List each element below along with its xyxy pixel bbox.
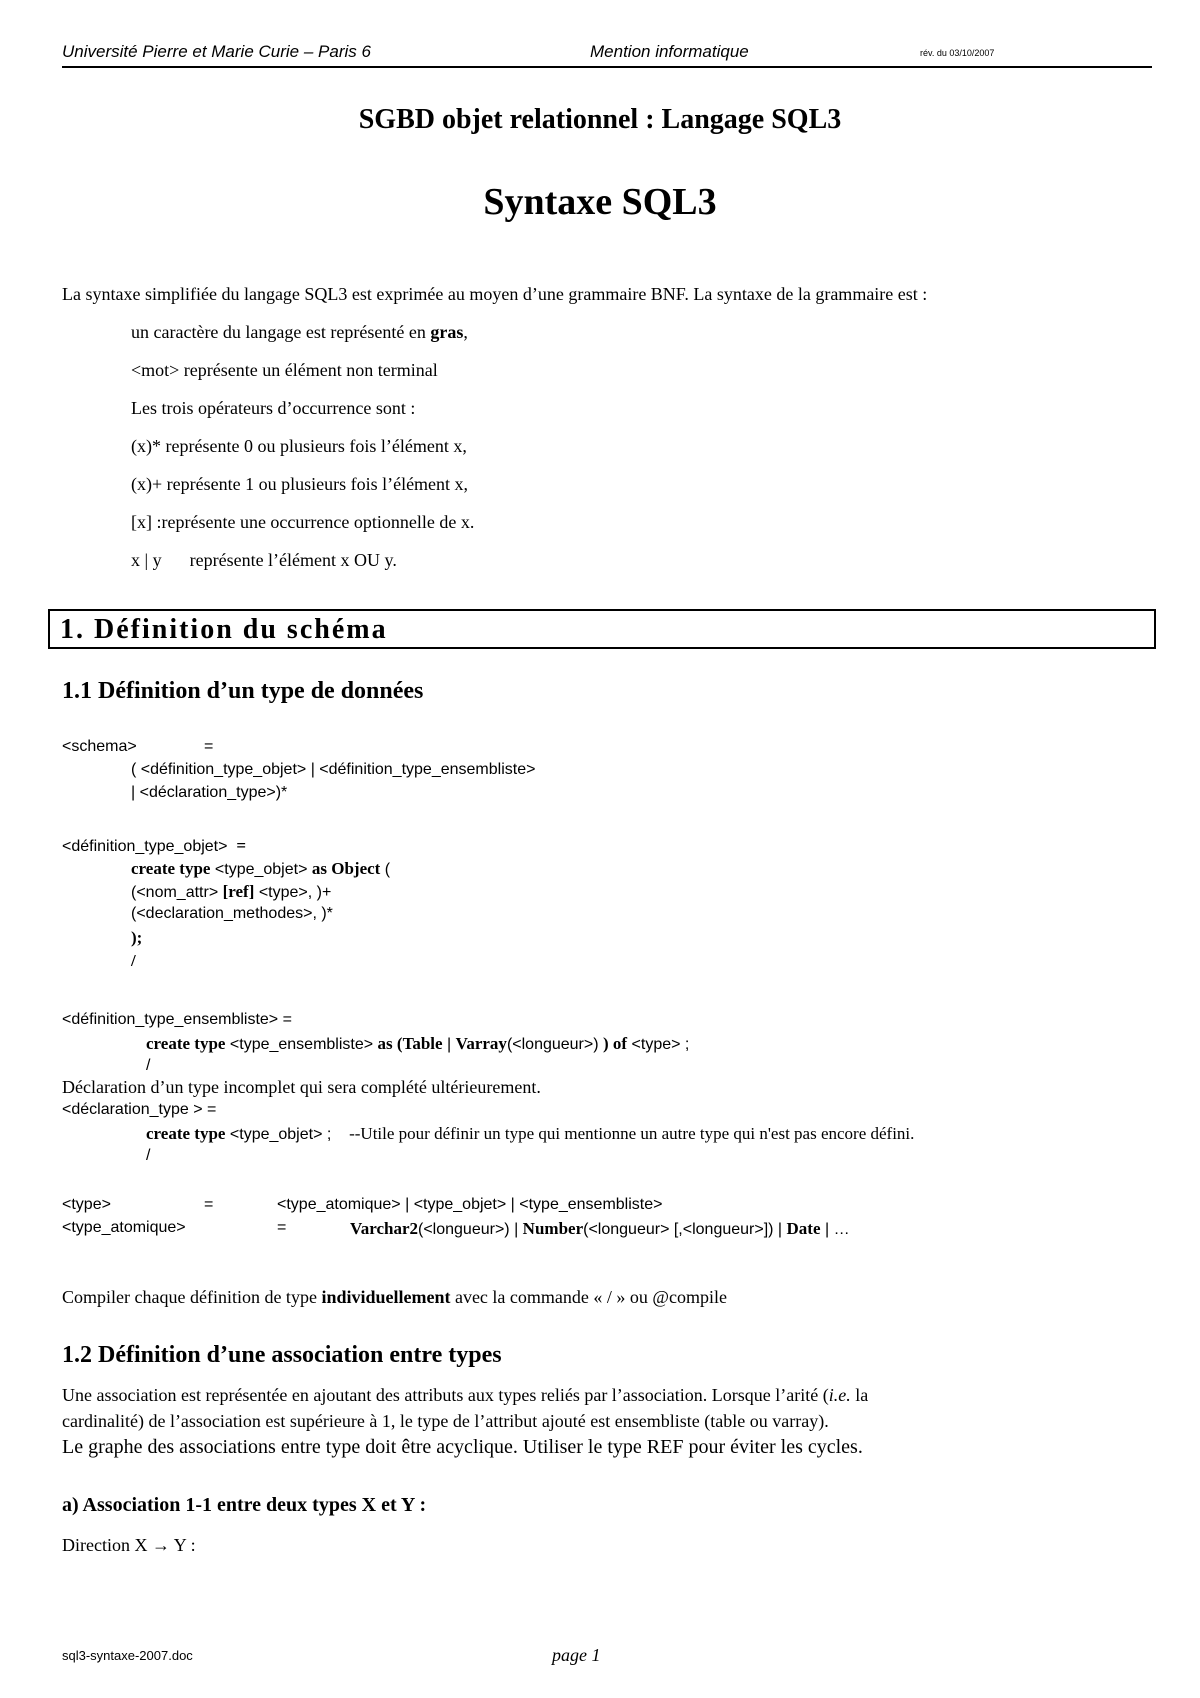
association-1-1-title: a) Association 1-1 entre deux types X et Y : — [62, 1494, 427, 1516]
grammar-declaration-slash: / — [146, 1147, 151, 1164]
grammar-schema-eq: = — [204, 738, 214, 755]
grammar-atomique-eq: = — [277, 1219, 287, 1236]
assoc-paragraph-line-1: Une association est représentée en ajoutant des attributs aux types reliés par l’association. Lorsque l’arité (i.e. la — [62, 1385, 869, 1405]
grammar-type-objet-methods: (<declaration_methodes>, )* — [131, 905, 333, 922]
header-mention: Mention informatique — [590, 42, 749, 61]
grammar-type-objet-slash: / — [131, 951, 136, 970]
grammar-type-ensembliste-head: <définition_type_ensembliste> = — [62, 1011, 292, 1028]
header-university: Université Pierre et Marie Curie – Paris 6 — [62, 42, 371, 61]
grammar-atomique-body: Varchar2(<longueur>) | Number(<longueur> [,<longueur>]) | Date | … — [350, 1219, 850, 1238]
intro-lead: La syntaxe simplifiée du langage SQL3 est exprimée au moyen d’une grammaire BNF. La syntaxe de la grammaire est : — [62, 284, 928, 304]
grammar-type-objet-close: ); — [131, 928, 143, 947]
intro-optional-operator: [x] :représente une occurrence optionnelle de x. — [131, 512, 475, 532]
grammar-schema-line-2: | <déclaration_type>)* — [131, 784, 288, 801]
grammar-type-body: <type_atomique> | <type_objet> | <type_ensembliste> — [277, 1196, 663, 1213]
document-subtitle: Syntaxe SQL3 — [483, 181, 717, 223]
grammar-type-eq: = — [204, 1196, 214, 1213]
section-1-title: 1. Définition du schéma — [60, 614, 388, 645]
grammar-declaration-create: create type <type_objet> ; --Utile pour définir un type qui mentionne un autre type qui n'est pas encore défini. — [146, 1124, 915, 1143]
assoc-paragraph-line-3: Le graphe des associations entre type doit être acyclique. Utiliser le type REF pour éviter les cycles. — [62, 1436, 863, 1458]
section-1-heading-box — [48, 609, 1156, 649]
assoc-paragraph-line-2: cardinalité) de l’association est supérieure à 1, le type de l’attribut ajouté est ensembliste (table ou varray). — [62, 1411, 829, 1431]
grammar-schema-line-1: ( <définition_type_objet> | <définition_type_ensembliste> — [131, 761, 536, 778]
grammar-declaration-note: Déclaration d’un type incomplet qui sera complété ultérieurement. — [62, 1077, 541, 1097]
grammar-type-head: <type> — [62, 1196, 111, 1213]
grammar-type-ensembliste-slash: / — [146, 1057, 151, 1074]
page-header — [62, 38, 1152, 68]
header-revision: rév. du 03/10/2007 — [920, 48, 995, 58]
intro-operators: Les trois opérateurs d’occurrence sont : — [131, 398, 416, 418]
compile-instruction: Compiler chaque définition de type individuellement avec la commande « / » ou @compile — [62, 1287, 727, 1307]
subsection-1-1-title: 1.1 Définition d’un type de données — [62, 678, 424, 704]
intro-star-operator: (x)* représente 0 ou plusieurs fois l’élément x, — [131, 436, 467, 456]
intro-plus-operator: (x)+ représente 1 ou plusieurs fois l’élément x, — [131, 474, 469, 494]
grammar-schema-head: <schema> — [62, 738, 137, 755]
intro-bold-rule: un caractère du langage est représenté en gras, — [131, 322, 468, 342]
grammar-type-objet-create: create type <type_objet> as Object ( — [131, 859, 391, 878]
grammar-atomique-head: <type_atomique> — [62, 1219, 186, 1236]
association-direction: Direction X → Y : — [62, 1535, 196, 1555]
footer-filename: sql3-syntaxe-2007.doc — [62, 1648, 193, 1663]
grammar-declaration-head: <déclaration_type > = — [62, 1101, 217, 1118]
subsection-1-2-title: 1.2 Définition d’une association entre types — [62, 1342, 502, 1368]
grammar-type-objet-attrs: (<nom_attr> [ref] <type>, )+ — [131, 882, 332, 901]
grammar-type-ensembliste-create: create type <type_ensembliste> as (Table | Varray(<longueur>) ) of <type> ; — [146, 1034, 690, 1053]
footer-page-number: page 1 — [552, 1645, 601, 1665]
document-title: SGBD objet relationnel : Langage SQL3 — [358, 104, 842, 135]
grammar-type-objet-head: <définition_type_objet> = — [62, 836, 247, 855]
intro-or-operator: x | y représente l’élément x OU y. — [131, 550, 397, 570]
intro-nonterminal-rule: <mot> représente un élément non terminal — [131, 360, 438, 380]
